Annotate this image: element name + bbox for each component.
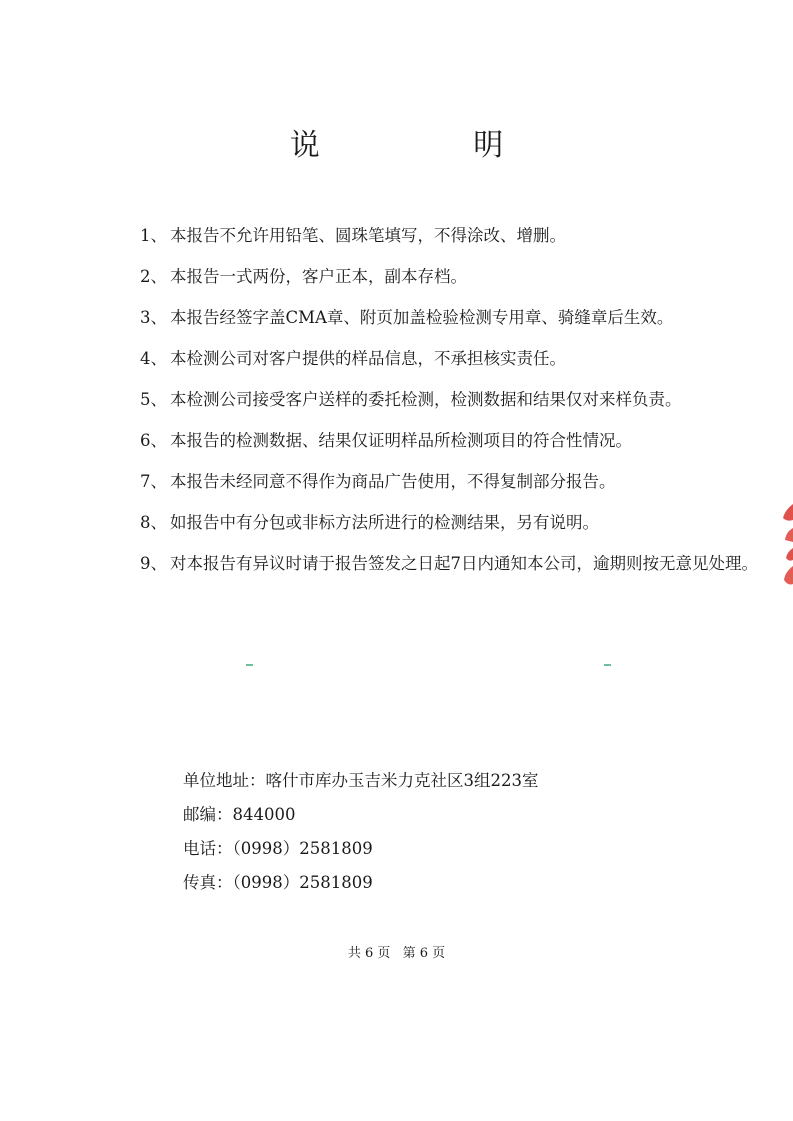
note-text: 本检测公司接受客户送样的委托检测，检测数据和结果仅对来样负责。 [170, 390, 682, 409]
page-total: 共 6 页 [347, 946, 391, 961]
note-item [140, 303, 760, 333]
note-item [140, 467, 760, 497]
note-item [140, 262, 760, 292]
note-number: 5、 [140, 390, 167, 409]
note-text: 本报告经签字盖CMA章、附页加盖检验检测专用章、骑缝章后生效。 [170, 308, 674, 327]
note-number: 2、 [140, 267, 167, 286]
note-text: 本报告未经同意不得作为商品广告使用，不得复制部分报告。 [170, 472, 616, 491]
note-number: 7、 [140, 472, 167, 491]
contact-postcode: 邮编：844000 [183, 805, 296, 824]
note-number: 4、 [140, 349, 167, 368]
note-text: 如报告中有分包或非标方法所进行的检测结果，另有说明。 [170, 513, 599, 532]
contact-block [183, 764, 539, 900]
note-item [140, 549, 760, 579]
contact-fax: 传真：（0998）2581809 [183, 873, 373, 892]
note-number: 6、 [140, 431, 167, 450]
note-item [140, 426, 760, 456]
note-text: 对本报告有异议时请于报告签发之日起7日内通知本公司，逾期则按无意见处理。 [170, 554, 758, 573]
note-item [140, 385, 760, 415]
note-number: 3、 [140, 308, 167, 327]
note-text: 本报告一式两份，客户正本，副本存档。 [170, 267, 467, 286]
note-item [140, 221, 760, 251]
page-footer [0, 944, 793, 964]
page-title: 说 明 [289, 128, 576, 163]
contact-address: 单位地址：喀什市库办玉吉米力克社区3组223室 [183, 771, 539, 790]
note-number: 9、 [140, 554, 167, 573]
scan-mark-right [604, 664, 611, 666]
note-item [140, 344, 760, 374]
note-text: 本检测公司对客户提供的样品信息，不承担核实责任。 [170, 349, 566, 368]
notes-list [140, 221, 760, 590]
note-number: 1、 [140, 226, 167, 245]
seam-seal-fragment [777, 500, 793, 592]
note-number: 8、 [140, 513, 167, 532]
contact-phone: 电话：（0998）2581809 [183, 839, 373, 858]
scan-mark-left [246, 664, 253, 666]
note-text: 本报告的检测数据、结果仅证明样品所检测项目的符合性情况。 [170, 431, 632, 450]
note-text: 本报告不允许用铅笔、圆珠笔填写，不得涂改、增删。 [170, 226, 566, 245]
note-item [140, 508, 760, 538]
page-current: 第 6 页 [402, 946, 446, 961]
